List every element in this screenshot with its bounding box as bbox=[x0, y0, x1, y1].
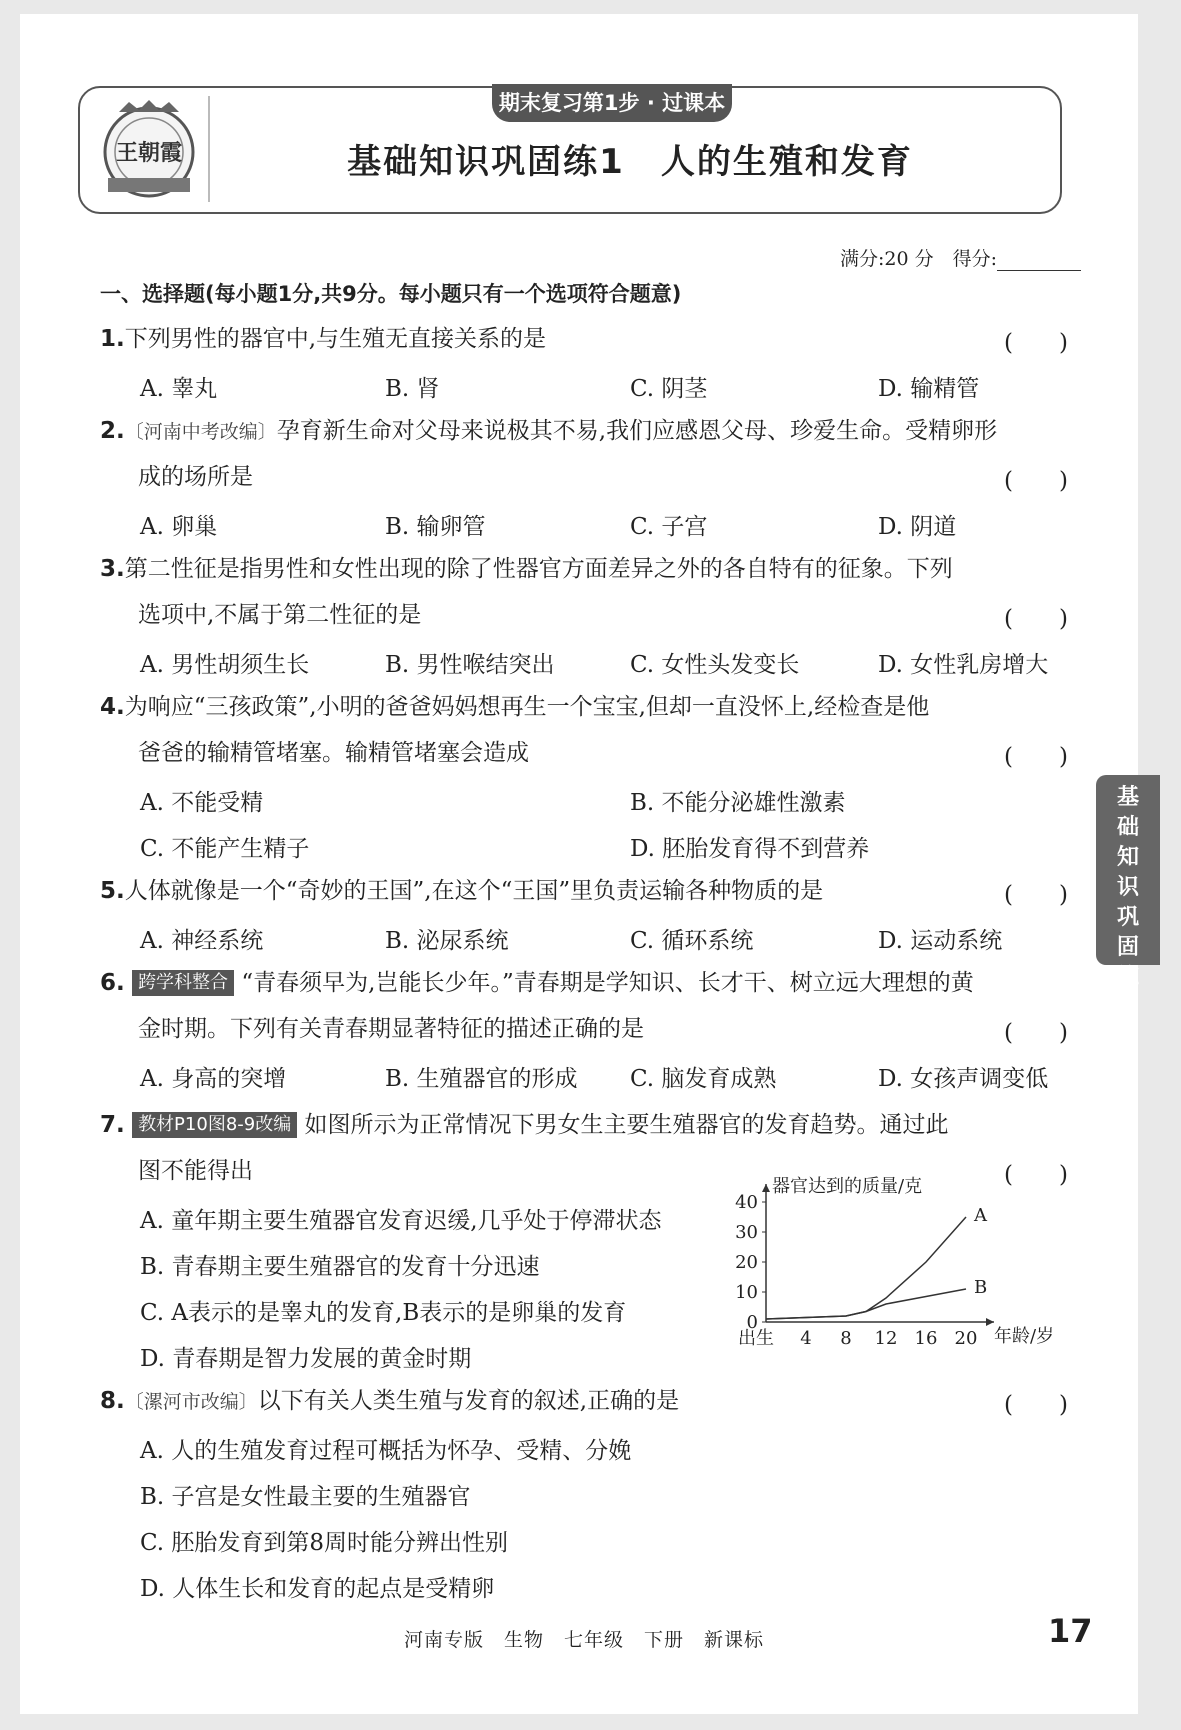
x-tick-label: 12 bbox=[874, 1328, 898, 1349]
answer-bracket-5[interactable]: ( ) bbox=[1004, 882, 1068, 908]
option[interactable]: B. 生殖器官的形成 bbox=[385, 1066, 578, 1092]
answer-bracket-4[interactable]: ( ) bbox=[1004, 744, 1068, 770]
question-number: 8. bbox=[100, 1388, 125, 1414]
option[interactable]: A. 童年期主要生殖器官发育迟缓,几乎处于停滞状态 bbox=[140, 1208, 662, 1234]
question-source: 〔河南中考改编〕 bbox=[124, 421, 277, 443]
option[interactable]: B. 泌尿系统 bbox=[385, 928, 509, 954]
option[interactable]: D. 人体生长和发育的起点是受精卵 bbox=[140, 1576, 495, 1602]
x-tick-label: 16 bbox=[914, 1328, 938, 1349]
option[interactable]: B. 肾 bbox=[385, 376, 440, 402]
option[interactable]: D. 运动系统 bbox=[878, 928, 1003, 954]
question-6 bbox=[100, 968, 974, 998]
section-heading: 一、选择题(每小题1分,共9分。每小题只有一个选项符合题意) bbox=[100, 282, 682, 306]
option[interactable]: C. 阴茎 bbox=[630, 376, 708, 402]
score-label: 满分:20 分 得分: bbox=[839, 248, 997, 270]
question-text-cont: 爸爸的输精管堵塞。输精管堵塞会造成 bbox=[138, 740, 529, 766]
question-number: 6. bbox=[100, 970, 125, 996]
side-tab-label: 基础知识巩固练 bbox=[1116, 785, 1139, 990]
option[interactable]: A. 睾丸 bbox=[140, 376, 218, 402]
question-2 bbox=[100, 416, 997, 447]
question-text: 如图所示为正常情况下男女生主要生殖器官的发育趋势。通过此 bbox=[304, 1112, 949, 1138]
question-4 bbox=[100, 692, 929, 722]
option[interactable]: D. 胚胎发育得不到营养 bbox=[630, 836, 870, 862]
question-text: 人体就像是一个“奇妙的王国”,在这个“王国”里负责运输各种物质的是 bbox=[124, 878, 824, 904]
option[interactable]: A. 男性胡须生长 bbox=[140, 652, 310, 678]
question-text-cont: 金时期。下列有关青春期显著特征的描述正确的是 bbox=[138, 1016, 644, 1042]
question-text-cont: 选项中,不属于第二性征的是 bbox=[138, 602, 422, 628]
score-blank[interactable] bbox=[997, 252, 1081, 271]
series-line-A bbox=[766, 1217, 966, 1319]
question-text: 第二性征是指男性和女性出现的除了性器官方面差异之外的各自特有的征象。下列 bbox=[124, 556, 953, 582]
option[interactable]: C. 不能产生精子 bbox=[140, 836, 310, 862]
answer-bracket-7[interactable]: ( ) bbox=[1004, 1162, 1068, 1188]
footer: 河南专版 生物 七年级 下册 新课标 bbox=[404, 1629, 765, 1651]
answer-bracket-8[interactable]: ( ) bbox=[1004, 1392, 1068, 1418]
y-tick-label: 20 bbox=[735, 1252, 758, 1273]
x-tick-label: 8 bbox=[840, 1328, 852, 1349]
publisher-logo bbox=[94, 94, 204, 204]
option[interactable]: D. 女性乳房增大 bbox=[878, 652, 1049, 678]
x-tick-label: 4 bbox=[800, 1328, 812, 1349]
question-text-cont: 图不能得出 bbox=[138, 1158, 253, 1184]
organ-growth-chart bbox=[728, 1170, 1078, 1360]
logo-divider bbox=[208, 96, 210, 202]
page-number: 17 bbox=[1048, 1612, 1093, 1650]
option[interactable]: D. 阴道 bbox=[878, 514, 957, 540]
series-label-A: A bbox=[974, 1205, 987, 1226]
option[interactable]: A. 不能受精 bbox=[140, 790, 264, 816]
option[interactable]: A. 神经系统 bbox=[140, 928, 264, 954]
question-7 bbox=[100, 1110, 949, 1140]
question-text: “青春须早为,岂能长少年。”青春期是学知识、长才干、树立远大理想的黄 bbox=[241, 970, 974, 996]
option[interactable]: C. 胚胎发育到第8周时能分辨出性别 bbox=[140, 1530, 509, 1556]
option[interactable]: C. 女性头发变长 bbox=[630, 652, 800, 678]
question-1 bbox=[100, 324, 546, 354]
option[interactable]: D. 女孩声调变低 bbox=[878, 1066, 1049, 1092]
y-tick-label: 10 bbox=[735, 1282, 758, 1303]
option[interactable]: C. 循环系统 bbox=[630, 928, 754, 954]
x-tick-label: 20 bbox=[954, 1328, 978, 1349]
option[interactable]: D. 输精管 bbox=[878, 376, 980, 402]
y-tick-label: 40 bbox=[735, 1192, 758, 1213]
question-8 bbox=[100, 1386, 679, 1417]
option[interactable]: C. 脑发育成熟 bbox=[630, 1066, 777, 1092]
option[interactable]: A. 卵巢 bbox=[140, 514, 218, 540]
question-text: 为响应“三孩政策”,小明的爸爸妈妈想再生一个宝宝,但却一直没怀上,经检查是他 bbox=[124, 694, 930, 720]
option[interactable]: A. 人的生殖发育过程可概括为怀孕、受精、分娩 bbox=[140, 1438, 632, 1464]
answer-bracket-3[interactable]: ( ) bbox=[1004, 606, 1068, 632]
question-number: 7. bbox=[100, 1112, 125, 1138]
answer-bracket-1[interactable]: ( ) bbox=[1004, 330, 1068, 356]
series-label-B: B bbox=[974, 1277, 988, 1298]
x-axis-label: 年龄/岁 bbox=[994, 1326, 1055, 1347]
question-text: 下列男性的器官中,与生殖无直接关系的是 bbox=[124, 326, 547, 352]
x-axis-arrow bbox=[986, 1318, 994, 1326]
option[interactable]: A. 身高的突增 bbox=[140, 1066, 287, 1092]
option[interactable]: B. 不能分泌雄性激素 bbox=[630, 790, 846, 816]
question-source: 〔漯河市改编〕 bbox=[124, 1391, 258, 1413]
question-text: 孕育新生命对父母来说极其不易,我们应感恩父母、珍爱生命。受精卵形 bbox=[276, 418, 998, 444]
y-tick-label: 30 bbox=[735, 1222, 758, 1243]
question-number: 1. bbox=[100, 326, 125, 352]
question-number: 5. bbox=[100, 878, 125, 904]
option[interactable]: B. 子宫是女性最主要的生殖器官 bbox=[140, 1484, 471, 1510]
question-number: 3. bbox=[100, 556, 125, 582]
option[interactable]: B. 青春期主要生殖器官的发育十分迅速 bbox=[140, 1254, 540, 1280]
option[interactable]: B. 男性喉结突出 bbox=[385, 652, 555, 678]
page-title: 基础知识巩固练1 人的生殖和发育 bbox=[347, 142, 913, 182]
svg-text:王朝霞: 王朝霞 bbox=[115, 140, 183, 166]
answer-bracket-6[interactable]: ( ) bbox=[1004, 1020, 1068, 1046]
y-axis-arrow bbox=[762, 1184, 770, 1192]
question-3 bbox=[100, 554, 953, 584]
option[interactable]: C. A表示的是睾丸的发育,B表示的是卵巢的发育 bbox=[140, 1300, 627, 1326]
question-tag: 跨学科整合 bbox=[132, 970, 234, 996]
y-axis-label: 器官达到的质量/克 bbox=[772, 1176, 923, 1197]
question-number: 2. bbox=[100, 418, 125, 444]
x-tick-label: 出生 bbox=[738, 1328, 774, 1349]
score-line bbox=[840, 244, 1081, 271]
answer-bracket-2[interactable]: ( ) bbox=[1004, 468, 1068, 494]
series-line-B bbox=[766, 1289, 966, 1319]
header-box bbox=[78, 86, 1062, 214]
option[interactable]: C. 子宫 bbox=[630, 514, 708, 540]
question-tag: 教材P10图8-9改编 bbox=[132, 1112, 297, 1138]
question-text: 以下有关人类生殖与发育的叙述,正确的是 bbox=[257, 1388, 680, 1414]
side-tab[interactable] bbox=[1096, 775, 1160, 990]
y-tick-label: 0 bbox=[746, 1312, 758, 1333]
question-number: 4. bbox=[100, 694, 125, 720]
option[interactable]: D. 青春期是智力发展的黄金时期 bbox=[140, 1346, 472, 1372]
question-5 bbox=[100, 876, 823, 906]
option[interactable]: B. 输卵管 bbox=[385, 514, 486, 540]
step-tab: 期末复习第1步 · 过课本 bbox=[492, 84, 732, 122]
question-text-cont: 成的场所是 bbox=[138, 464, 253, 490]
